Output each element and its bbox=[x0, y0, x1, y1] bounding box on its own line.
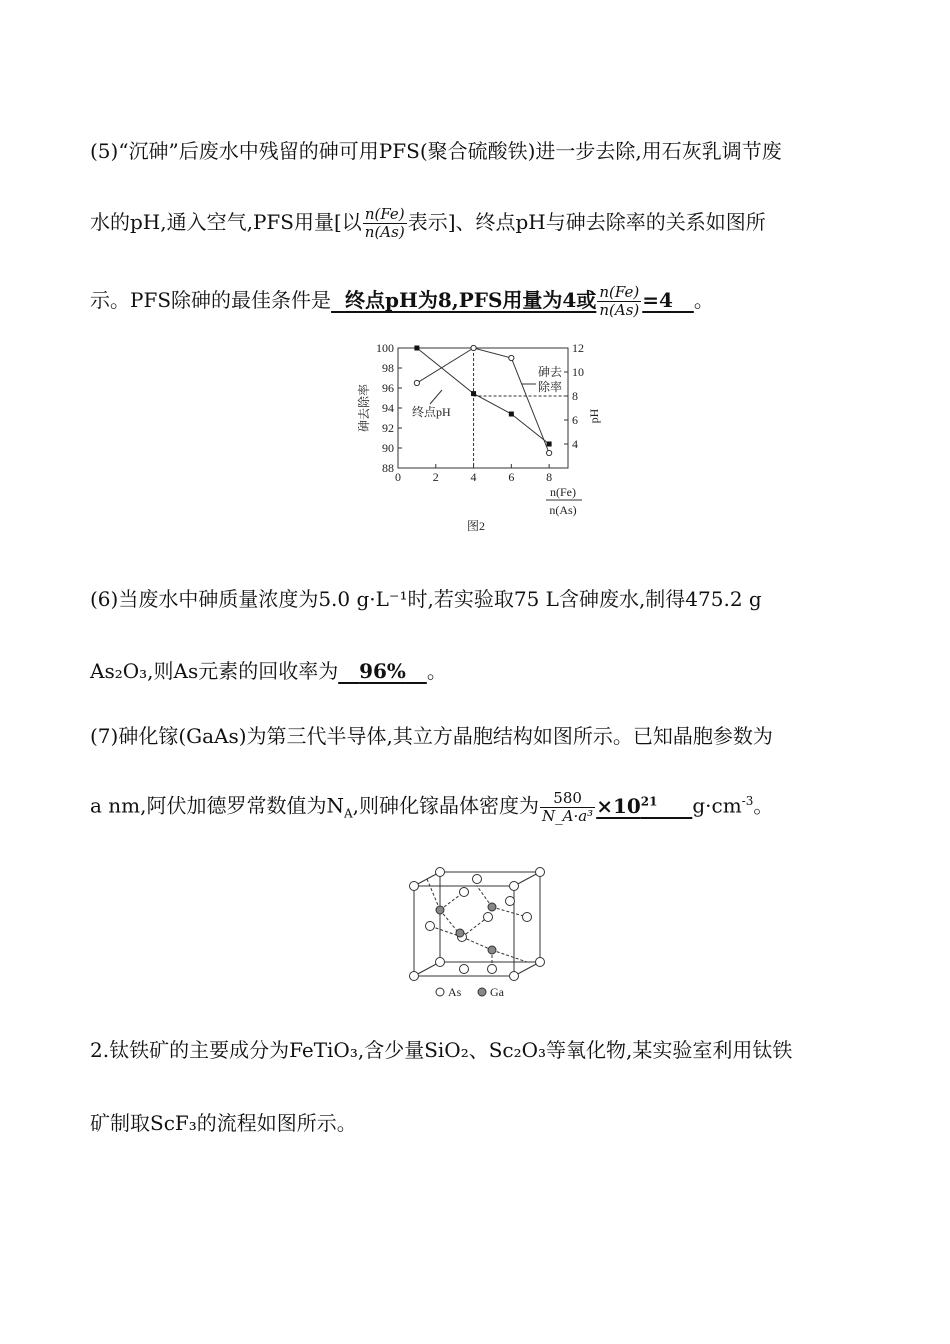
ph-label: 终点pH bbox=[412, 405, 451, 419]
y-left-tick-label: 100 bbox=[376, 341, 394, 355]
y-right-tick-label: 12 bbox=[572, 341, 584, 355]
crystal-cell-diagram bbox=[400, 862, 560, 1002]
q5-answer: 终点pH为8,PFS用量为4或 bbox=[344, 288, 597, 312]
q5-line2-start: 水的pH,通入空气,PFS用量[以 bbox=[90, 210, 362, 234]
q5-line2-end: 表示]、终点pH与砷去除率的关系如图所 bbox=[407, 210, 766, 234]
q6-line2: As₂O₃,则As元素的回收率为 96% 。 bbox=[90, 659, 447, 683]
crystal-legend bbox=[436, 985, 505, 999]
q2-line2: 矿制取ScF₃的流程如图所示。 bbox=[90, 1111, 357, 1135]
y-right-tick-label: 8 bbox=[572, 389, 578, 403]
q7-line1: (7)砷化镓(GaAs)为第三代半导体,其立方晶胞结构如图所示。已知晶胞参数为 bbox=[90, 724, 773, 748]
q5-line1: (5)“沉砷”后废水中残留的砷可用PFS(聚合硫酸铁)进一步去除,用石灰乳调节废 bbox=[90, 139, 782, 163]
y-left-title: 砷去除率 bbox=[357, 383, 371, 433]
x-title-den: n(As) bbox=[549, 503, 577, 517]
svg-text:Ga: Ga bbox=[490, 985, 504, 999]
removal-rate-point bbox=[471, 345, 476, 350]
pfs-chart bbox=[350, 338, 620, 543]
answer-ratio: $\frac{n(Fe)}{n(As)}$ bbox=[599, 283, 640, 319]
y-right-title: pH bbox=[587, 408, 601, 424]
ph-point bbox=[471, 391, 476, 396]
y-left-tick-label: 98 bbox=[382, 361, 394, 375]
removal-rate-label-1: 砷去 bbox=[538, 365, 563, 379]
x-tick-label: 2 bbox=[432, 470, 439, 484]
q5-line2 bbox=[90, 206, 766, 241]
x-tick-label: 0 bbox=[395, 470, 401, 484]
y-left-tick-label: 88 bbox=[382, 461, 394, 475]
y-left-tick-label: 96 bbox=[382, 381, 394, 395]
density-fraction: $\frac{580}{\text{N\_A·a³}}$ bbox=[542, 788, 594, 825]
q2-line1: 2.钛铁矿的主要成分为FeTiO₃,含少量SiO₂、Sc₂O₃等氧化物,某实验室利用钛铁 bbox=[90, 1038, 793, 1062]
removal-rate-point bbox=[414, 380, 419, 385]
chart-title: 图2 bbox=[466, 519, 486, 533]
x-tick-label: 4 bbox=[470, 470, 477, 484]
ph-point bbox=[509, 412, 514, 417]
y-left-tick-label: 94 bbox=[382, 401, 394, 415]
y-right-tick-label: 4 bbox=[572, 437, 578, 451]
q7-line2: a nm,阿伏加德罗常数值为$N_A$,则砷化镓晶体密度为 $\frac{580}{\text{N\_A·a³}}$ $\times 10^{21}$ $g\cdot cm^{-3}$。 bbox=[90, 788, 774, 825]
q6-answer: 96% bbox=[359, 659, 406, 683]
q6-line1: (6)当废水中砷质量浓度为5.0 g·L⁻¹时,若实验取75 L含砷废水,制得475.2 g bbox=[90, 587, 762, 611]
y-left-tick-label: 90 bbox=[382, 441, 394, 455]
ga-atoms bbox=[436, 903, 496, 954]
q7-answer: $\times 10^{21}$ bbox=[596, 793, 658, 818]
ph-point bbox=[414, 346, 419, 351]
y-right-tick-label: 10 bbox=[572, 365, 584, 379]
y-left-tick-label: 92 bbox=[382, 421, 394, 435]
x-tick-label: 8 bbox=[546, 470, 553, 484]
removal-rate-label-2: 除率 bbox=[538, 380, 563, 394]
fe-as-ratio: $\frac{n(Fe)}{n(As)}$ bbox=[364, 205, 405, 241]
removal-rate-point bbox=[509, 355, 514, 360]
svg-text:As: As bbox=[448, 985, 462, 999]
q5-line3: 示。PFS除砷的最佳条件是 终点pH为8,PFS用量为4或 $\frac{n(Fe)}{n(As)}$ =4 。 bbox=[90, 283, 714, 319]
y-right-tick-label: 6 bbox=[572, 413, 578, 427]
removal-rate-point bbox=[547, 450, 552, 455]
x-tick-label: 6 bbox=[508, 470, 515, 484]
x-title-num: n(Fe) bbox=[550, 485, 576, 499]
ph-point bbox=[547, 442, 552, 447]
ph-pointer bbox=[430, 390, 442, 404]
